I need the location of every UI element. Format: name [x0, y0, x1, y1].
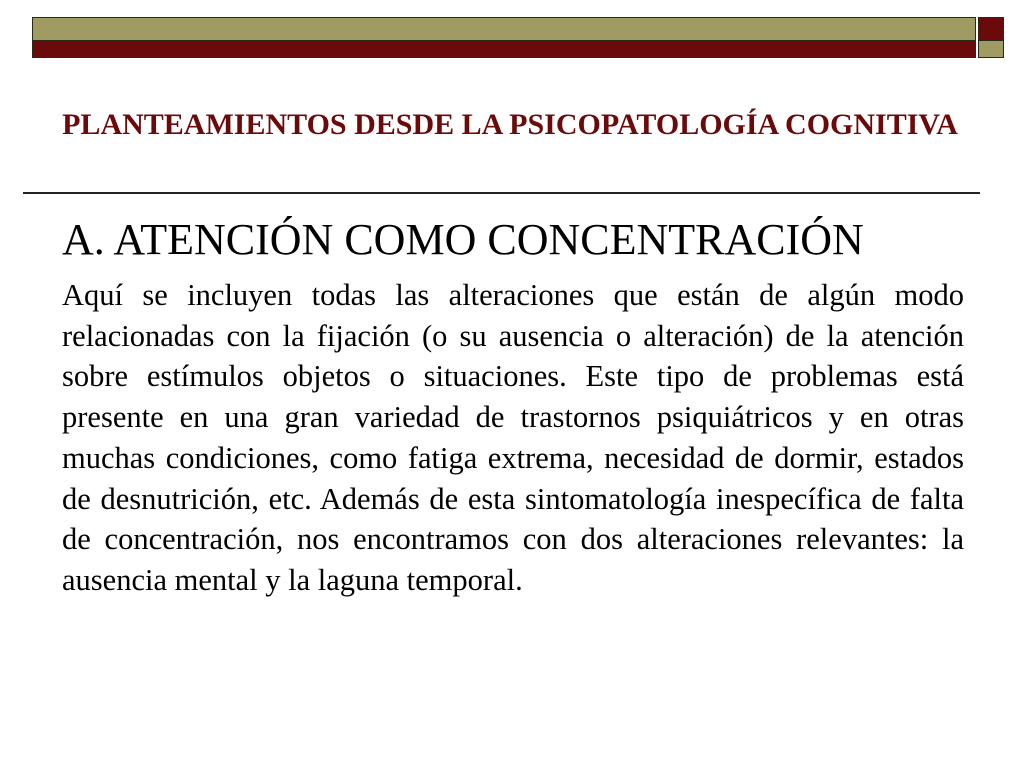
header-square-bottom [978, 40, 1004, 58]
header-bar-top [32, 17, 976, 41]
title-divider [23, 192, 980, 194]
slide-title: PLANTEAMIENTOS DESDE LA PSICOPATOLOGÍA COGNITIVA [62, 108, 958, 141]
header-bar-bottom [32, 40, 976, 58]
section-heading: A. ATENCIÓN COMO CONCENTRACIÓN [62, 215, 864, 264]
body-paragraph: Aquí se incluyen todas las alteraciones que están de algún modo relacionadas con la fijación (o su ausencia o alteración) de la atención sobre estímulos objetos o situaciones. Este tipo de problemas está presente en una gran variedad de trastornos psiquiátricos y en otras muchas condiciones, como fatiga extrema, necesidad de dormir, estados de desnutrición, etc. Además de esta sintomatología inespecífica de falta de concentración, nos encontramos con dos alteraciones relevantes: la ausencia mental y la laguna temporal. [62, 278, 964, 597]
header-square-top [978, 17, 1004, 41]
